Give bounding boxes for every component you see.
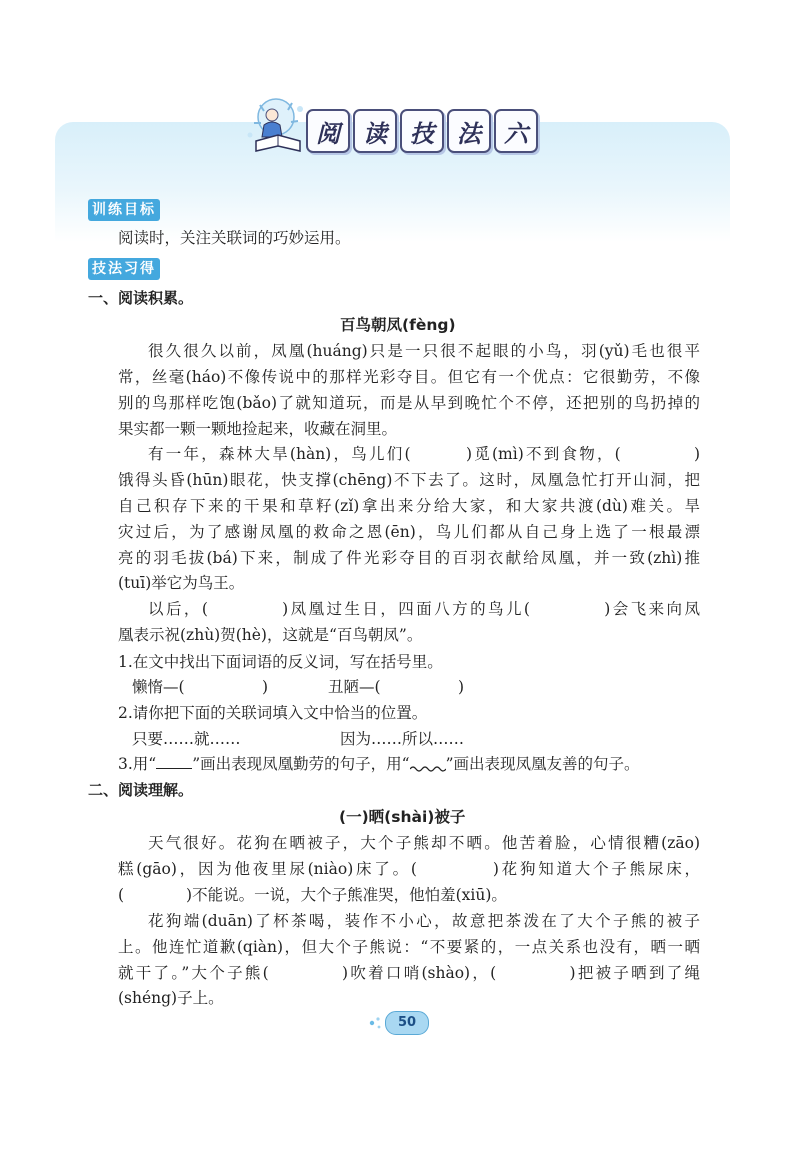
banner-title <box>306 109 538 153</box>
passage-line: 就干了。”大个子熊( )吹着口哨(shào)，( )把被子晒到了绳 <box>118 964 700 982</box>
passage-line: 糕(gāo)，因为他夜里尿(niào)床了。( )花狗知道大个子熊尿床， <box>118 860 700 878</box>
question-2: 2.请你把下面的关联词填入文中恰当的位置。 <box>118 704 428 722</box>
conjunction-word: 因为……所以…… <box>340 730 465 748</box>
passage-title-1: 百鸟朝凤(fèng) <box>340 316 456 334</box>
passage-line: 天气很好。花狗在晒被子，大个子熊却不晒。他苦着脸，心情很糟(zāo) <box>148 834 700 852</box>
technique-tag: 技法习得 <box>88 258 160 280</box>
title-char: 技 <box>400 109 444 153</box>
passage-line: 饿得头昏(hūn)眼花，快支撑(chēng)不下去了。这时，凤凰急忙打开山洞，把 <box>118 471 700 489</box>
passage-line: 有一年，森林大旱(hàn)，鸟儿们( )觅(mì)不到食物，( ) <box>148 445 700 463</box>
passage-line: 亮的羽毛拔(bá)下来，制成了件光彩夺目的百羽衣献给凤凰，并一致(zhì)推 <box>118 549 700 567</box>
page-number: 50 <box>385 1011 429 1035</box>
goal-text: 阅读时，关注关联词的巧妙运用。 <box>118 229 351 247</box>
passage-line: 很久很久以前，凤凰(huáng)只是一只很不起眼的小鸟，羽(yǔ)毛也很平 <box>148 342 700 360</box>
conjunction-word: 只要……就…… <box>132 730 241 748</box>
sparkle-dots-icon <box>368 1015 384 1031</box>
straight-underline-icon <box>156 754 192 769</box>
title-char: 六 <box>494 109 538 153</box>
passage-line: 别的鸟那样吃饱(bǎo)了就知道玩，而是从早到晚忙个不停，还把别的鸟扔掉的 <box>118 394 700 412</box>
training-goal-tag: 训练目标 <box>88 199 160 221</box>
question-3-part: ”画出表现凤凰勤劳的句子，用“ <box>192 755 410 773</box>
passage-line: 自己积存下来的干果和草籽(zǐ)拿出来分给大家，和大家共渡(dù)难关。旱 <box>118 497 700 515</box>
passage-line: (tuī)举它为鸟王。 <box>118 574 245 592</box>
title-banner <box>242 95 562 159</box>
question-3 <box>118 753 640 775</box>
reading-child-illustration-icon <box>242 95 314 159</box>
passage-line: (shéng)子上。 <box>118 989 224 1007</box>
passage-line: 以后，( )凤凰过生日，四面八方的鸟儿( )会飞来向凤 <box>148 600 700 618</box>
answer-pair[interactable]: 懒惰—( ) <box>132 678 269 696</box>
question-3-part: 3.用“ <box>118 755 157 773</box>
title-char: 法 <box>447 109 491 153</box>
passage-line: 上。他连忙道歉(qiàn)，但大个子熊说：“不要紧的，一点关系也没有，晒一晒 <box>118 938 700 956</box>
question-3-part: ”画出表现凤凰友善的句子。 <box>445 755 640 773</box>
passage-line: 凰表示祝(zhù)贺(hè)，这就是“百鸟朝凤”。 <box>118 626 423 644</box>
title-char: 读 <box>353 109 397 153</box>
passage-line: ( )不能说。一说，大个子熊准哭，他怕羞(xiū)。 <box>118 886 507 904</box>
question-1: 1.在文中找出下面词语的反义词，写在括号里。 <box>118 653 443 671</box>
wavy-underline-icon <box>410 757 446 773</box>
passage-line: 灾过后，为了感谢凤凰的救命之恩(ēn)，鸟儿们都从自己身上选了一根最漂 <box>118 523 700 541</box>
passage-line: 常，丝毫(háo)不像传说中的那样光彩夺目。但它有一个优点：它很勤劳，不像 <box>118 368 700 386</box>
answer-pair[interactable]: 丑陋—( ) <box>328 678 465 696</box>
section-heading-1: 一、阅读积累。 <box>88 289 194 307</box>
passage-line: 果实都一颗一颗地捡起来，收藏在洞里。 <box>118 420 398 438</box>
section-heading-2: 二、阅读理解。 <box>88 781 194 799</box>
passage-line: 花狗端(duān)了杯茶喝，装作不小心，故意把茶泼在了大个子熊的被子 <box>148 912 700 930</box>
passage-title-2: (一)晒(shài)被子 <box>339 808 466 826</box>
title-char: 阅 <box>306 109 350 153</box>
